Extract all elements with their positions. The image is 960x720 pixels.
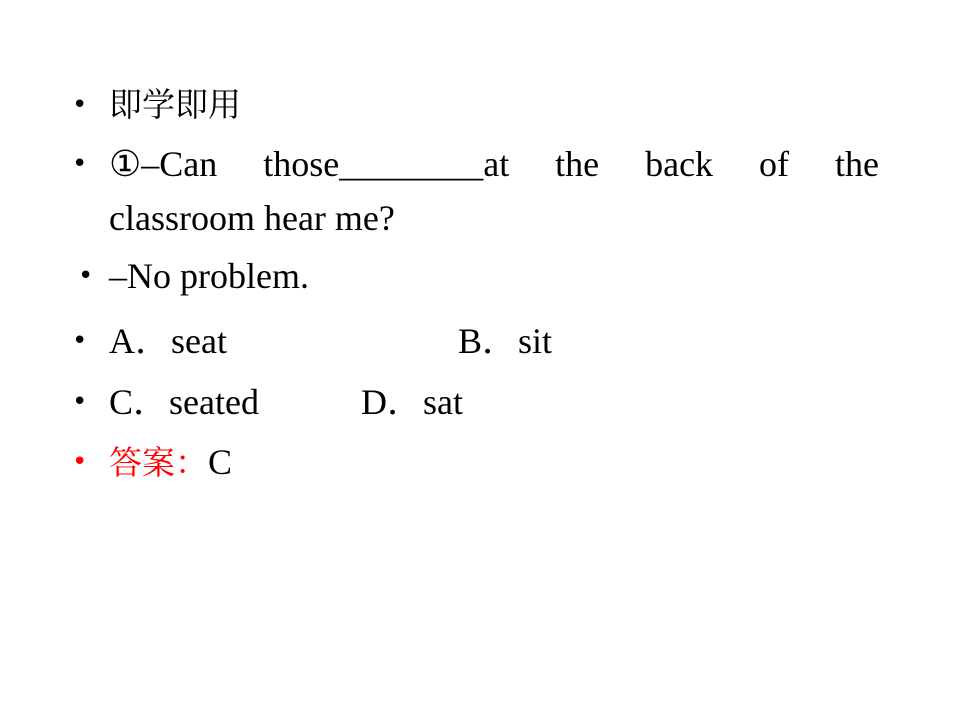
question-word: the [834, 144, 879, 184]
question-word: the [555, 144, 600, 184]
question-row [0, 140, 960, 188]
question-line-1 [109, 140, 879, 188]
bullet-icon: • [72, 149, 88, 179]
answer [109, 438, 232, 487]
answer-label: 答案： [109, 443, 208, 482]
bullet-icon: • [72, 90, 88, 120]
options-row-ab [0, 317, 960, 365]
bullet-icon: • [72, 447, 88, 477]
option-c: C．seated [109, 382, 259, 422]
options-row-cd [0, 378, 960, 426]
bullet-icon: • [72, 326, 88, 356]
question-line-2: classroom hear me? [109, 198, 395, 238]
question-line-2-row [0, 194, 960, 242]
reply-row [0, 252, 960, 300]
heading: 即学即用 [109, 85, 241, 124]
answer-row [0, 438, 960, 486]
option-d: D．sat [361, 382, 463, 422]
question-word: back [645, 144, 714, 184]
heading-row [0, 81, 960, 129]
question-word-blank: those________at [263, 144, 510, 184]
question-word: of [759, 144, 790, 184]
reply: –No problem. [109, 256, 309, 296]
bullet-icon: • [72, 387, 88, 417]
answer-value: C [208, 442, 233, 482]
option-a: A．seat [109, 321, 227, 361]
option-b: B．sit [458, 321, 553, 361]
bullet-icon: • [78, 261, 94, 291]
question-word: ①–Can [109, 144, 218, 184]
